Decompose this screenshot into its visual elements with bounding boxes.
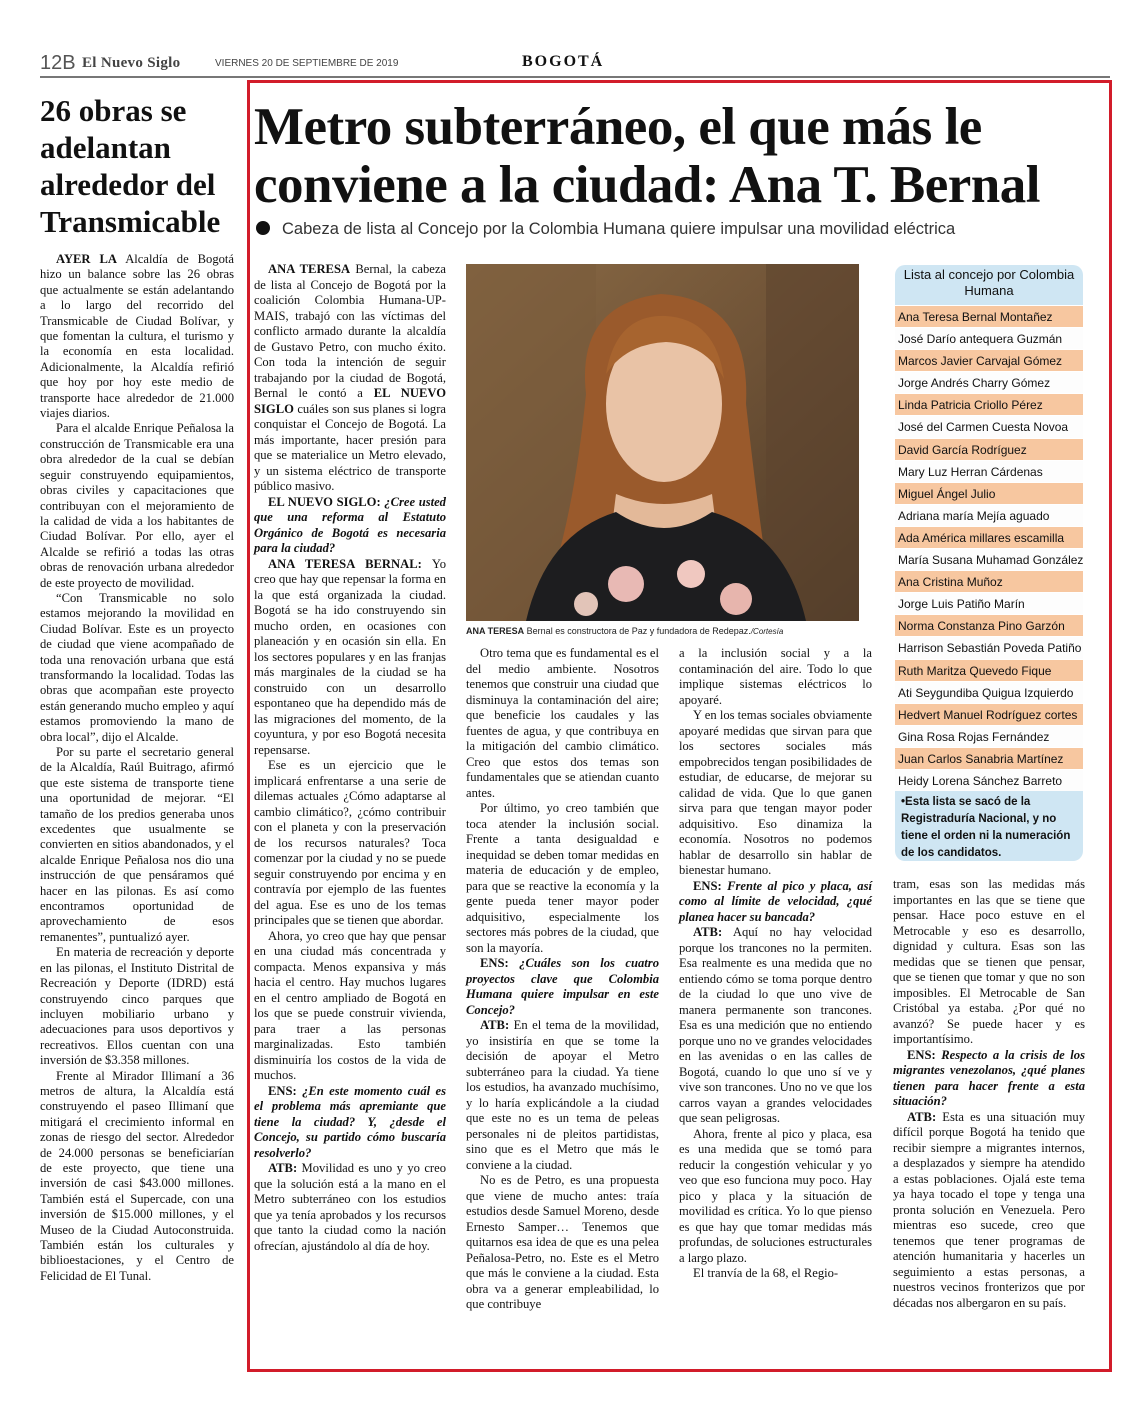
page-number: 12B	[40, 52, 76, 74]
candidate-item: Gina Rosa Rojas Fernández	[895, 725, 1083, 747]
portrait-image	[466, 264, 859, 621]
question-3: ¿Cuáles son los cuatro proyectos clave que Colombia Humana quiere impulsar en este Concejo?	[466, 956, 659, 1017]
col3-paragraph-1: a la inclusión social y a la contaminación del aire. Todo lo que implique sistemas eléctricos lo apoyaré.	[679, 646, 872, 707]
article-column-1	[254, 262, 446, 1254]
col2-paragraph-3: No es de Petro, es una propuesta que viene de mucho antes: traía estudios desde Samuel Moreno, desde Ernesto Samper… Tenemos que quitarnos esa idea de que es una pelea Peñalosa-Petro, no. Este es el Metro que más le conviene a la ciudad. Esta obra va a generar empleabilidad, lo que contribuye	[466, 1173, 659, 1311]
answer-tag: ATB:	[693, 925, 723, 939]
article-deck	[256, 220, 1106, 239]
answer-tag: ATB:	[907, 1109, 937, 1124]
candidate-item: Ana Cristina Muñoz	[895, 570, 1083, 592]
candidate-item: Ruth Maritza Quevedo Fique	[895, 659, 1083, 681]
col3-paragraph-3: Ahora, frente al pico y placa, esa es una medida que se tomó para reducir la congestión vehicular y yo veo que eso funciona muy poco. Hay pico y placa y la situación de movilidad es crítica. Yo lo que pienso es que hay que tomar medidas más profundas, de soluciones estructurales a largo plazo.	[679, 1126, 872, 1265]
answer-2: Movilidad es uno y yo creo que la solución está a la mano en el Metro subterráneo con los estudios que ya tenía aprobados y los recursos que tanto la ciudad como la nación ofrecían, ajustándolo al día de hoy.	[254, 1161, 446, 1253]
candidates-list	[895, 305, 1083, 791]
candidate-item: Hedvert Manuel Rodríguez cortes	[895, 703, 1083, 725]
question-tag: EL NUEVO SIGLO:	[268, 494, 381, 509]
candidates-list-box	[895, 265, 1083, 861]
col1-lead: ANA TERESA	[268, 262, 351, 276]
question-2: ¿En este momento cuál es el problema más apremiante que tiene la ciudad? Y, ¿desde el Concejo, su partido cómo buscaría resolverlo?	[254, 1083, 446, 1160]
side-paragraph-3: “Con Transmicable no solo estamos mejorando la movilidad en Ciudad Bolívar. Este es un proyecto de ciudad que viene acompañado de toda una renovación urbana que está transformando la localidad. Todas las obras que acompañan este proyecto están generando mucho empleo y aquí estamos promoviendo la mano de obra local”, dijo el Alcalde.	[40, 590, 234, 744]
newspaper-name: El Nuevo Siglo	[82, 55, 181, 71]
question-4: Frente al pico y placa, así como al límite de velocidad, ¿qué planea hacer su bancada?	[679, 878, 872, 924]
candidate-item: José del Carmen Cuesta Novoa	[895, 415, 1083, 437]
side-paragraph-2: Para el alcalde Enrique Peñalosa la construcción de Transmicable era una obra alrededor de la cual se debían seguir construyendo equipamientos, obras civiles y capacitaciones que contribuyan con el mejoramiento de la calidad de vida a los habitantes de Ciudad Bolívar. Por ello, ayer el Alcalde se refirió a todas las otras obras de renovación urbana alrededor de este proyecto de movilidad.	[40, 421, 234, 590]
portrait-photo	[466, 264, 859, 621]
col1-paragraph-2: Ese es un ejercicio que le implicará enfrentarse a una serie de dilemas actuales ¿Cómo adaptarse al cambio climático?, ¿cómo contribuir con el planeta y con la preservación de los recursos naturales? Toca comenzar por la ciudad y no se puede seguir construyendo por encima y en contravía por ejemplo de las fuentes del agua. Ese es uno de los temas principales que se tienen que abordar.	[254, 758, 446, 927]
article-headline: Metro subterráneo, el que más le conviene a la ciudad: Ana T. Bernal	[254, 98, 1040, 214]
col1-paragraph-3: Ahora, yo creo que hay que pensar en una ciudad más concentrada y compacta. Menos expansiva y más hacia el centro. Hay muchos lugares en el centro ampliado de Bogotá en los que se puede construir vivienda, para traer a las personas marginalizadas. Esto también disminuiría los costos de la vida de muchos.	[254, 928, 446, 1082]
page-header	[40, 52, 1110, 78]
question-tag: ENS:	[907, 1047, 936, 1062]
deck-text: Cabeza de lista al Concejo por la Colombia Humana quiere impulsar una movilidad eléctrica	[282, 220, 956, 238]
question-5: Respecto a la crisis de los migrantes venezolanos, ¿qué planes tienen para hacer frente a esta situación?	[893, 1047, 1085, 1108]
side-article	[40, 92, 234, 1284]
side-paragraph-4: Por su parte el secretario general de la Alcaldía, Raúl Buitrago, afirmó que este sistema de transporte tiene una oportunidad de mejorar. “El tamaño de los predios generaba unos excedentes que usualmente se convierten en sitios abandonados, y el alcalde Enrique Peñalosa nos dio una instrucción de que pensáramos qué hacer en las pilonas. Es así como encontramos oportunidad de aprovechamiento de esos remanentes”, puntualizó ayer.	[40, 745, 234, 944]
side-article-body	[40, 252, 234, 1284]
candidate-item: Norma Constanza Pino Garzón	[895, 614, 1083, 636]
article-column-2	[466, 646, 659, 1313]
col4-paragraph-1: tram, esas son las medidas más importantes en las que se tiene que pensar. Hace poco estuve en el Metrocable y eso es desarrollo, dignidad y cultura. Esas son las medidas que se tienen que pensar, que se tienen que tomar y que no son imposibles. El Metrocable de San Cristóbal ya estaba. ¿Por qué no avanzó? Se puede hacer y es importantísimo.	[893, 877, 1085, 1046]
candidate-item: David García Rodríguez	[895, 438, 1083, 460]
answer-1: Yo creo que hay que repensar la forma en la que está organizada la ciudad. Bogotá se ha ido construyendo sin mucho orden, en ocasiones con planeación y en ocasión sin ella. En los sectores populares y en las franjas más marginales de la ciudad se ha construido con un desarrollo espontaneo que ha dependido más de las migraciones del momento, de la coyuntura, y por eso Bogotá necesita repensarse.	[254, 556, 446, 757]
candidate-item: Juan Carlos Sanabria Martínez	[895, 747, 1083, 769]
question-tag: ENS:	[480, 956, 509, 970]
answer-5: Esta es una situación muy difícil porque Bogotá ha tenido que recibir siempre a migrantes internos, a desplazados y siempre ha atendido a estas poblaciones. Ojalá este tema ya haya tocado el tope y tenga una pronta solución en Venezuela. Pero mientras eso sucede, creo que tenemos que tener programas de atención humanitaria y hacerles un seguimiento a estas personas, a nuestros vecinos fronterizos que por décadas nos albergaron en su país.	[893, 1109, 1085, 1310]
candidate-item: Ati Seygundiba Quigua Izquierdo	[895, 681, 1083, 703]
col3-paragraph-4: El tranvía de la 68, el Regio-	[693, 1266, 839, 1280]
section-name: BOGOTÁ	[522, 53, 605, 70]
side-paragraph-6: Frente al Mirador Illimaní a 36 metros de altura, la Alcaldía está construyendo el paseo Illimaní que mitigará el crecimiento informal en zonas de riesgo del sector. Alrededor de 24.000 personas se beneficiarían de este proyecto, que tiene una inversión de casi $43.000 millones. También está el Supercade, con una inversión de $15.000 millones, y el Museo de la Ciudad Autoconstruida. También están los culturales y biblioestaciones, y el Centro de Felicidad de El Tunal.	[40, 1068, 234, 1283]
col2-paragraph-1: Otro tema que es fundamental es el del medio ambiente. Nosotros tenemos que construir una ciudad que disminuya la contaminación del aire; que beneficie los caudales y las fuentes de agua, y que contribuya en la mitigación del cambio climático. Creo que estos dos temas son fundamentales que se atiendan cuanto antes.	[466, 646, 659, 800]
caption-text: Bernal es constructora de Paz y fundadora de Redepaz.	[524, 626, 751, 636]
candidates-list-note: •Esta lista se sacó de la Registraduría Nacional, y no tiene el orden ni la numeración de los candidatos.	[901, 796, 1071, 860]
col2-paragraph-2: Por último, yo creo también que toca atender la inclusión social. Frente a tanta desigualdad e inequidad se deben tomar medidas en materia de educación y de empleo, para que se reactive la economía y la gente pueda tener mayor poder adquisitivo, especialmente los sectores más pobres de la ciudad, que son la mayoría.	[466, 801, 659, 955]
candidate-item: Marcos Javier Carvajal Gómez	[895, 349, 1083, 371]
article-column-3	[679, 646, 872, 1282]
answer-3: En el tema de la movilidad, yo insistiría en que se tome la decisión de apoyar el Metro subterráneo para la ciudad. Ya tiene los estudios, ha avanzado muchísimo, y lo haría explicándole a la ciudad que este no es un tema de peleas personales ni de pleitos partidistas, sino que es el Metro que más le conviene a la ciudad.	[466, 1018, 659, 1172]
question-1: ¿Cree usted que una reforma al Estatuto Orgánico de Bogotá es necesaria para la ciudad?	[254, 494, 446, 555]
col3-paragraph-2: Y en los temas sociales obviamente apoyaré medidas que sirvan para que los sectores sociales más empobrecidos tengan posibilidades de estudiar, de educarse, de mejorar su calidad de vida. Que lo que ganen sirva para que tengan mayor poder adquisitivo. Eso dinamiza la economía. Nosotros no podemos hablar de desarrollo sin hablar de bienestar humano.	[679, 708, 872, 877]
header-rule	[40, 76, 1110, 78]
side-article-title: 26 obras se adelantan alrededor del Transmicable	[40, 93, 221, 239]
col1-paper-name: EL NUEVO SIGLO	[254, 386, 446, 416]
bullet-icon	[256, 221, 270, 235]
side-paragraph-5: En materia de recreación y deporte en las pilonas, el Instituto Distrital de Recreación y Deporte (IDRD) está construyendo cinco parques que incluyen mobiliario urbano y adecuaciones para usos deportivos y recreativos. Ellos cuentan con una inversión de $3.358 millones.	[40, 945, 234, 1068]
side-lead: AYER LA	[56, 252, 117, 266]
candidate-item: Adriana maría Mejía aguado	[895, 504, 1083, 526]
candidate-item: Ada América millares escamilla	[895, 526, 1083, 548]
candidate-item: Linda Patricia Criollo Pérez	[895, 393, 1083, 415]
candidate-item: Jorge Luis Patiño Marín	[895, 592, 1083, 614]
col1-paragraph-1b: cuáles son sus planes si logra conquistar el Concejo de Bogotá. La más importante, hacer presión para que se materialice un Metro elevado, y un sistema eléctrico de transporte público masivo.	[254, 401, 446, 493]
candidate-item: Mary Luz Herran Cárdenas	[895, 460, 1083, 482]
answer-tag: ANA TERESA BERNAL:	[268, 556, 422, 571]
answer-tag: ATB:	[480, 1018, 510, 1032]
question-tag: ENS:	[268, 1083, 297, 1098]
candidate-item: Miguel Ángel Julio	[895, 482, 1083, 504]
candidate-item: María Susana Muhamad González	[895, 548, 1083, 570]
candidate-item: Harrison Sebastián Poveda Patiño	[895, 636, 1083, 658]
issue-date: VIERNES 20 DE SEPTIEMBRE DE 2019	[215, 58, 399, 69]
photo-caption	[466, 626, 866, 636]
article-column-4	[893, 877, 1085, 1311]
candidate-item: José Darío antequera Guzmán	[895, 327, 1083, 349]
caption-credit: /Cortesía	[750, 627, 784, 636]
candidate-item: Heidy Lorena Sánchez Barreto	[895, 769, 1083, 791]
answer-4: Aquí no hay velocidad porque los trancones no la permiten. Esa realmente es una medida que no entiendo cómo se toma porque dentro de la ciudad lo que uno vive de manera permanente son trancones. Esa es una medición que no entiendo porque uno no ve grandes velocidades en las avenidas o en las calles de Bogotá, cuando lo que uno sí ve y vive son trancones. Uno no ve que los carros vayan a grandes velocidades que sean peligrosas.	[679, 925, 872, 1125]
candidates-list-title: Lista al concejo por Colombia Humana	[903, 267, 1075, 298]
candidate-item: Jorge Andrés Charry Gómez	[895, 371, 1083, 393]
candidate-item: Ana Teresa Bernal Montañez	[895, 305, 1083, 327]
side-paragraph-1: Alcaldía de Bogotá hizo un balance sobre las 26 obras que actualmente se están adelantando a lo largo del recorrido del Transmicable de Ciudad Bolívar, y que fomentan la cultura, el turismo y la economía en esta localidad. Adicionalmente, la Alcaldía refirió que hoy por hoy este medio de transporte hace alrededor de 21.000 viajes diarios.	[40, 252, 234, 421]
question-tag: ENS:	[693, 878, 722, 893]
col1-paragraph-1: Bernal, la cabeza de lista al Concejo de Bogotá por la coalición Colombia Humana-UP-MAIS, trabajó con las víctimas del conflicto armado durante la alcaldía de Gustavo Petro, con mucho éxito. Con toda la intención de seguir trabajando por la ciudad de Bogotá, Bernal le contó a	[254, 262, 447, 400]
caption-name: ANA TERESA	[466, 626, 525, 636]
answer-tag: ATB:	[268, 1161, 298, 1175]
